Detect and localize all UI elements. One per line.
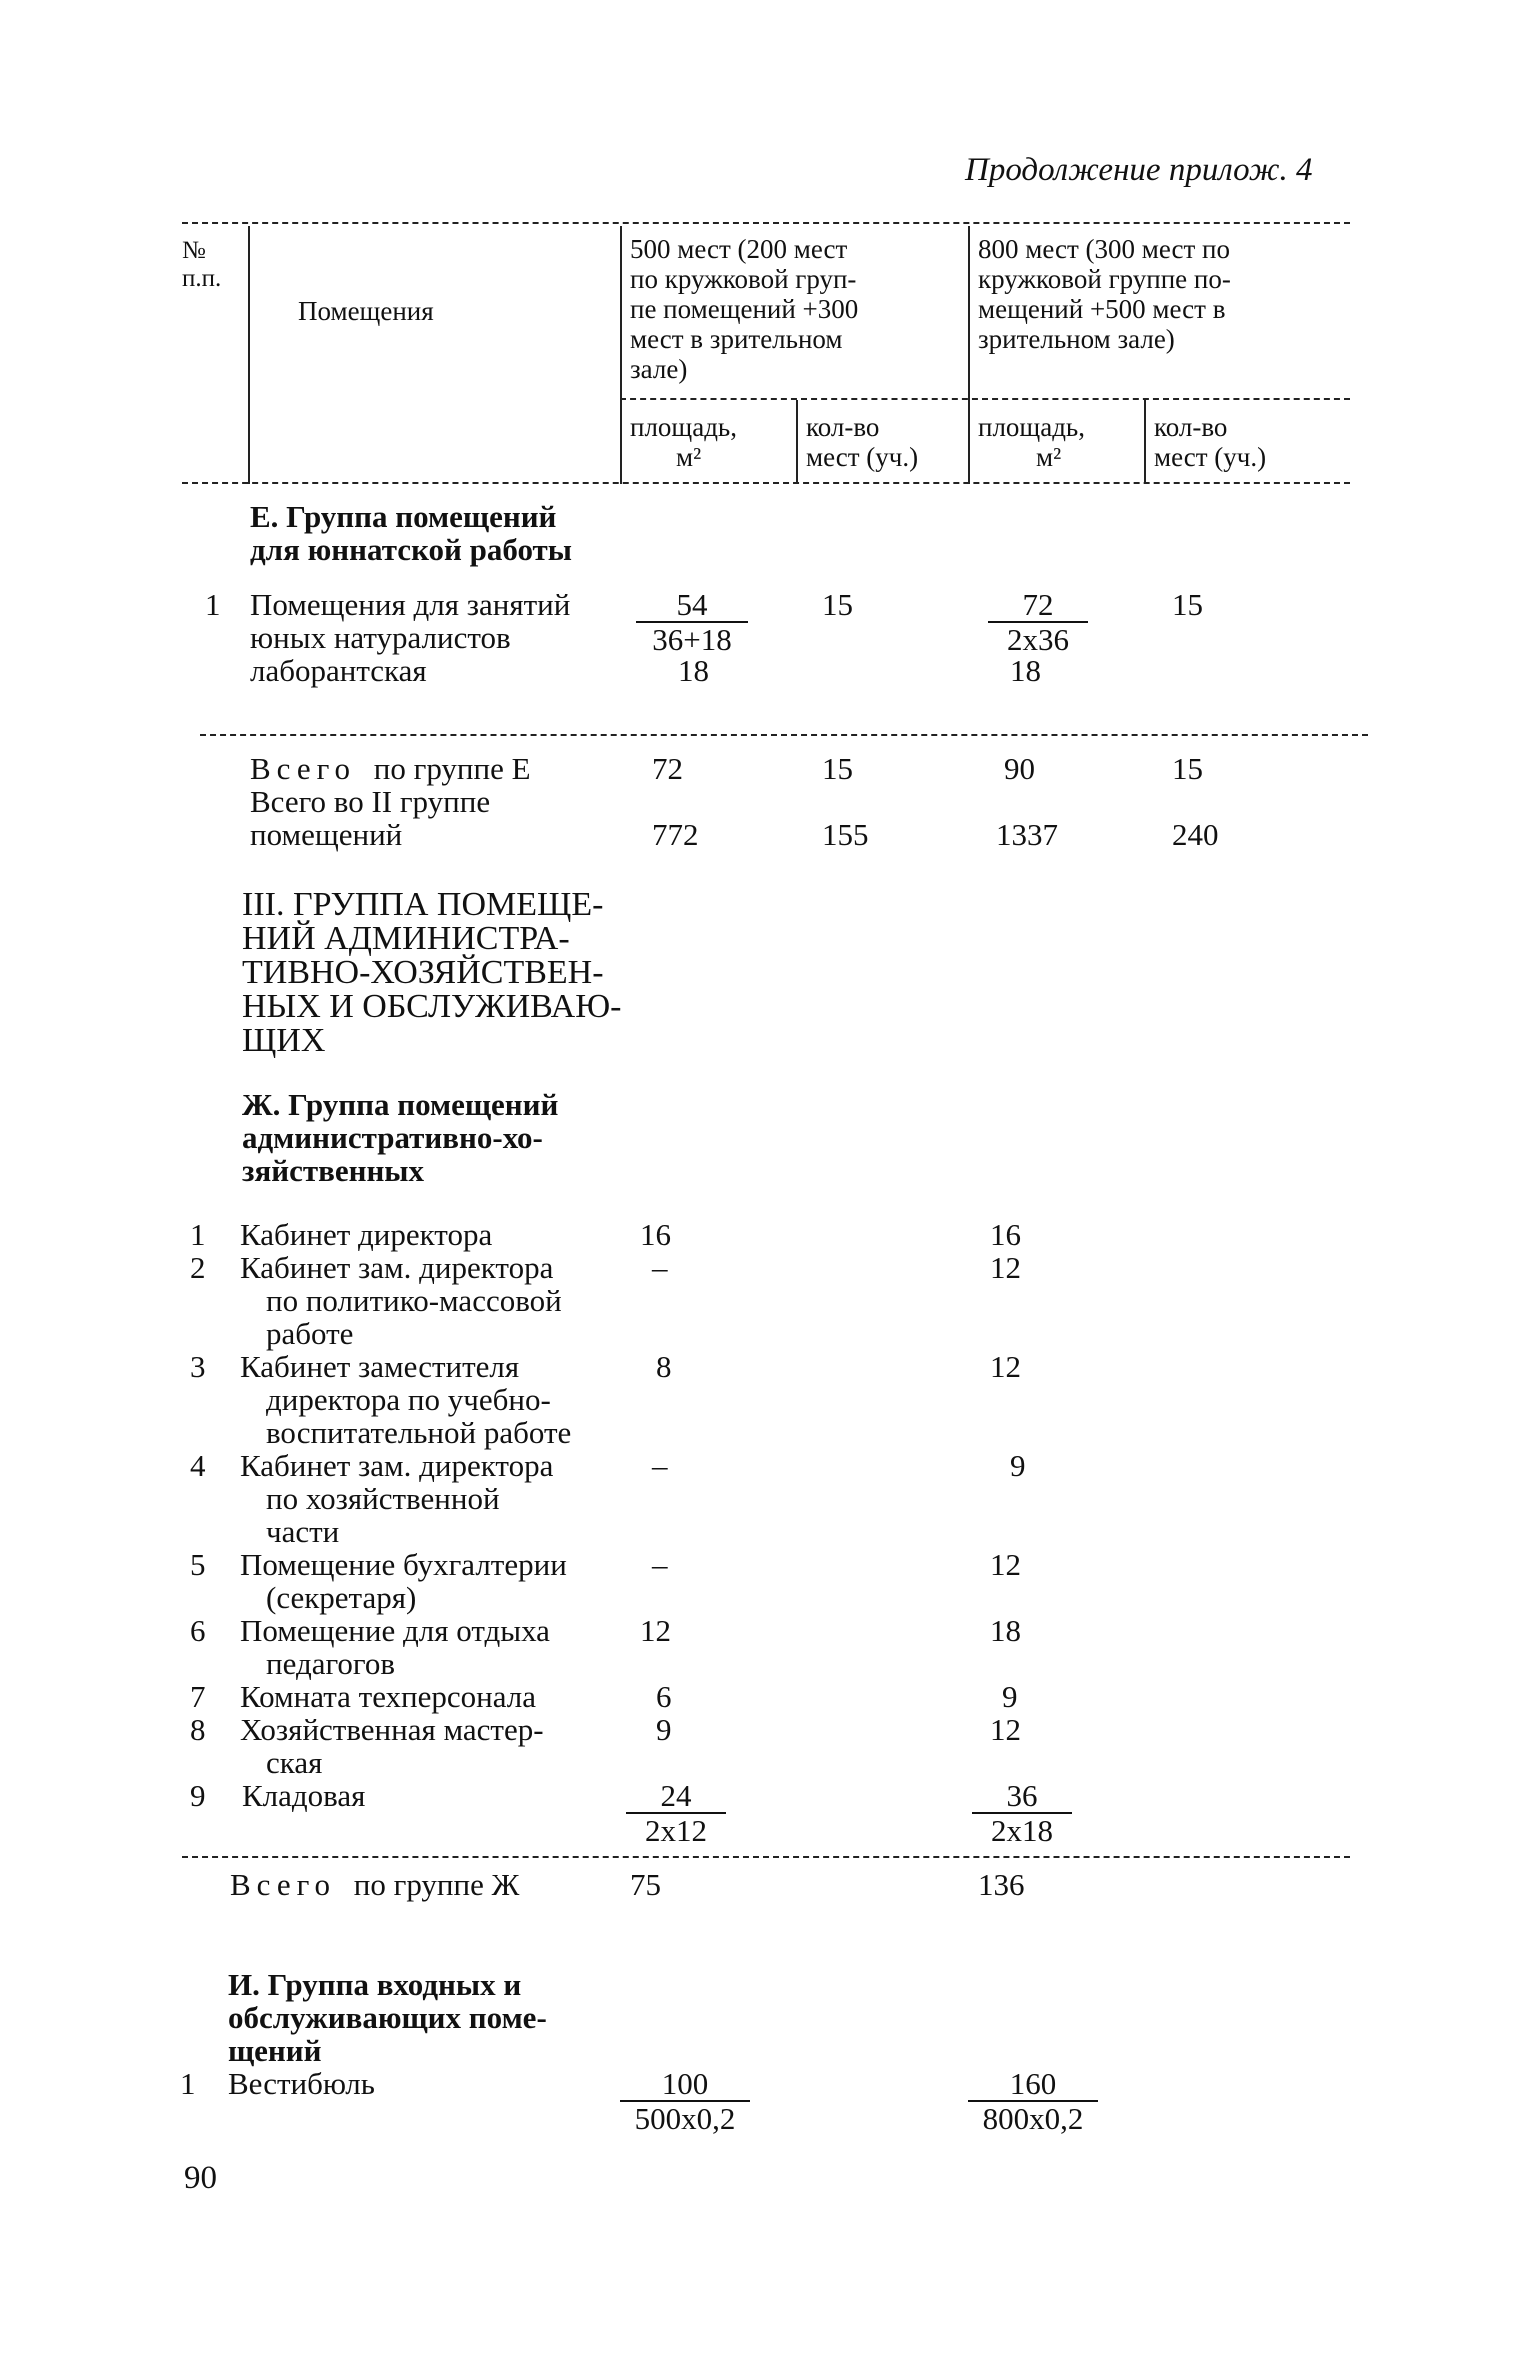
group-e-total-word: Всего [250,751,357,786]
header-num-line1: № [182,237,206,264]
group-zh-row5-area500: – [652,1547,668,1582]
page-number: 90 [184,2160,217,2196]
section-iii-line5: ЩИХ [242,1022,326,1059]
group-zh-row2-area500: – [652,1250,668,1285]
group-e-total-area500: 72 [652,751,683,786]
group-zh-row7-num: 7 [190,1679,206,1714]
group-ii-total-area800: 1337 [996,817,1058,852]
group-e-rule [200,734,1368,736]
header-mid-rule [620,398,1350,400]
group-zh-row8-area500: 9 [656,1712,672,1747]
group-e-row1-area500-fraction [636,588,748,656]
group-i-title-line2: обслуживающих поме- [228,2000,547,2035]
group-zh-row9-area800-fraction [972,1779,1072,1847]
group-zh-row5-num: 5 [190,1547,206,1582]
group-zh-row3-name-line1: Кабинет заместителя [240,1349,520,1384]
group-zh-row9-num: 9 [190,1778,206,1813]
header-vline-4 [968,226,970,484]
header-col500-line2: по кружковой груп- [630,264,857,294]
group-zh-row8-num: 8 [190,1712,206,1747]
group-zh-row2-num: 2 [190,1250,206,1285]
header-seats800-line1: кол-во [1154,412,1228,442]
group-e-total-area800: 90 [1004,751,1035,786]
group-e-row1-seats500: 15 [822,587,853,622]
header-col800-line1: 800 мест (300 мест по [978,234,1230,264]
group-zh-row9-area500-denominator: 2х12 [645,1813,707,1848]
group-zh-row8-name-line2: ская [266,1745,323,1780]
header-col500-line4: мест в зрительном [630,324,843,354]
group-zh-row6-area500: 12 [640,1613,671,1648]
group-zh-title-line3: зяйственных [242,1153,425,1188]
section-iii-line3: ТИВНО-ХОЗЯЙСТВЕН- [242,954,604,991]
group-zh-row9-area500-fraction [626,1779,726,1847]
group-e-row1-area500-denominator: 36+18 [652,622,732,657]
group-e-row1-area800-numerator: 72 [988,588,1088,623]
group-zh-row6-name-line1: Помещение для отдыха [240,1613,550,1648]
header-bottom-rule [182,482,1350,484]
header-area500-line1: площадь, [630,412,737,442]
header-vline-2 [620,226,622,484]
group-zh-row7-area500: 6 [656,1679,672,1714]
group-zh-row1-name-line1: Кабинет директора [240,1217,493,1252]
group-zh-row2-name-line3: работе [266,1316,354,1351]
group-zh-row4-name-line3: части [266,1514,340,1549]
group-zh-row4-area800: 9 [1010,1448,1026,1483]
group-zh-row4-num: 4 [190,1448,206,1483]
group-e-row1-name-line2: юных натуралистов [250,620,511,655]
group-e-row1-area500-numerator: 54 [636,588,748,623]
group-i-title-line1: И. Группа входных и [228,1967,522,2002]
group-i-title-line3: щений [228,2033,322,2068]
group-zh-row4-name-line1: Кабинет зам. директора [240,1448,554,1483]
group-e-row1-area800-denominator: 2х36 [1007,622,1069,657]
header-vline-3 [796,400,798,484]
group-zh-row7-area800: 9 [1002,1679,1018,1714]
group-zh-row2-name-line1: Кабинет зам. директора [240,1250,554,1285]
running-head: Продолжение прилож. 4 [965,152,1313,188]
group-zh-row3-area800: 12 [990,1349,1021,1384]
section-iii-line4: НЫХ И ОБСЛУЖИВАЮ- [242,988,622,1025]
group-ii-total-seats500: 155 [822,817,869,852]
group-zh-row5-name-line2: (секретаря) [266,1580,417,1615]
header-area500-line2: м² [676,442,702,472]
group-e-title-line2: для юннатской работы [250,532,572,567]
group-zh-row1-area500: 16 [640,1217,671,1252]
header-col500-line1: 500 мест (200 мест [630,234,848,264]
header-area800-line1: площадь, [978,412,1085,442]
group-i-row1-name: Вестибюль [228,2066,375,2101]
header-col800-line3: мещений +500 мест в [978,294,1226,324]
group-zh-row9-area800-denominator: 2х18 [991,1813,1053,1848]
group-zh-row9-area500-numerator: 24 [626,1779,726,1814]
group-zh-row1-num: 1 [190,1217,206,1252]
group-ii-total-area500: 772 [652,817,699,852]
header-col800-line4: зрительном зале) [978,324,1175,354]
group-e-title-line1: Е. Группа помещений [250,499,557,534]
group-zh-title-line1: Ж. Группа помещений [242,1087,559,1122]
header-vline-1 [248,226,250,484]
group-zh-total-area800: 136 [978,1867,1025,1902]
group-e-row1-name-line1: Помещения для занятий [250,587,571,622]
group-zh-row4-area500: – [652,1448,668,1483]
group-ii-total-line2: помещений [250,817,403,852]
group-zh-total-suffix: по группе Ж [353,1867,520,1902]
group-zh-row8-name-line1: Хозяйственная мастер- [240,1712,544,1747]
group-zh-row7-name-line1: Комната техперсонала [240,1679,536,1714]
group-i-row1-num: 1 [180,2066,196,2101]
group-i-row1-area800-numerator: 160 [968,2067,1098,2102]
group-e-row1-seats800: 15 [1172,587,1203,622]
group-e-row1-area500-extra: 18 [678,653,709,688]
section-iii-line2: НИЙ АДМИНИСТРА- [242,920,570,957]
header-col800-line2: кружковой группе по- [978,264,1231,294]
group-e-row1-area800-fraction [988,588,1088,656]
header-num-line2: п.п. [182,265,222,292]
group-zh-row9-name: Кладовая [242,1778,366,1813]
group-zh-row5-name-line1: Помещение бухгалтерии [240,1547,567,1582]
group-ii-total-line1: Всего во II группе [250,784,491,819]
group-zh-row2-area800: 12 [990,1250,1021,1285]
group-e-total-seats800: 15 [1172,751,1203,786]
group-ii-total-seats800: 240 [1172,817,1219,852]
header-seats800-line2: мест (уч.) [1154,442,1267,472]
group-zh-row1-area800: 16 [990,1217,1021,1252]
group-zh-row3-name-line3: воспитательной работе [266,1415,572,1450]
header-rooms: Помещения [298,296,434,326]
group-zh-rule [182,1856,1350,1858]
group-zh-row5-area800: 12 [990,1547,1021,1582]
group-zh-row6-name-line2: педагогов [266,1646,395,1681]
group-e-row1-area800-extra: 18 [1010,653,1041,688]
header-col500-line5: зале) [630,354,688,384]
group-zh-row6-area800: 18 [990,1613,1021,1648]
group-zh-row2-name-line2: по политико-массовой [266,1283,562,1318]
group-zh-title-line2: административно-хо- [242,1120,543,1155]
header-seats500-line2: мест (уч.) [806,442,919,472]
group-zh-row6-num: 6 [190,1613,206,1648]
group-zh-total-label [230,1868,519,1901]
group-i-row1-area500-fraction [620,2067,750,2135]
header-area800-line2: м² [1036,442,1062,472]
group-zh-row9-area800-numerator: 36 [972,1779,1072,1814]
group-zh-total-word: Всего [230,1867,337,1902]
group-i-row1-area800-fraction [968,2067,1098,2135]
section-iii-line1: III. ГРУППА ПОМЕЩЕ- [242,886,604,923]
group-zh-row3-area500: 8 [656,1349,672,1384]
group-zh-total-area500: 75 [630,1867,661,1902]
group-zh-row4-name-line2: по хозяйственной [266,1481,500,1516]
group-e-row1-num: 1 [205,587,221,622]
group-zh-row3-num: 3 [190,1349,206,1384]
group-zh-row8-area800: 12 [990,1712,1021,1747]
header-top-rule [182,222,1350,224]
group-e-row1-name-line3: лаборантская [250,653,427,688]
group-i-row1-area500-numerator: 100 [620,2067,750,2102]
group-i-row1-area500-denominator: 500х0,2 [634,2101,736,2136]
group-zh-row3-name-line2: директора по учебно- [266,1382,551,1417]
group-e-total-suffix: по группе Е [373,751,531,786]
header-seats500-line1: кол-во [806,412,880,442]
group-e-total-label [250,752,531,785]
header-col500-line3: пе помещений +300 [630,294,859,324]
group-e-total-seats500: 15 [822,751,853,786]
group-i-row1-area800-denominator: 800х0,2 [982,2101,1084,2136]
header-vline-5 [1144,400,1146,484]
